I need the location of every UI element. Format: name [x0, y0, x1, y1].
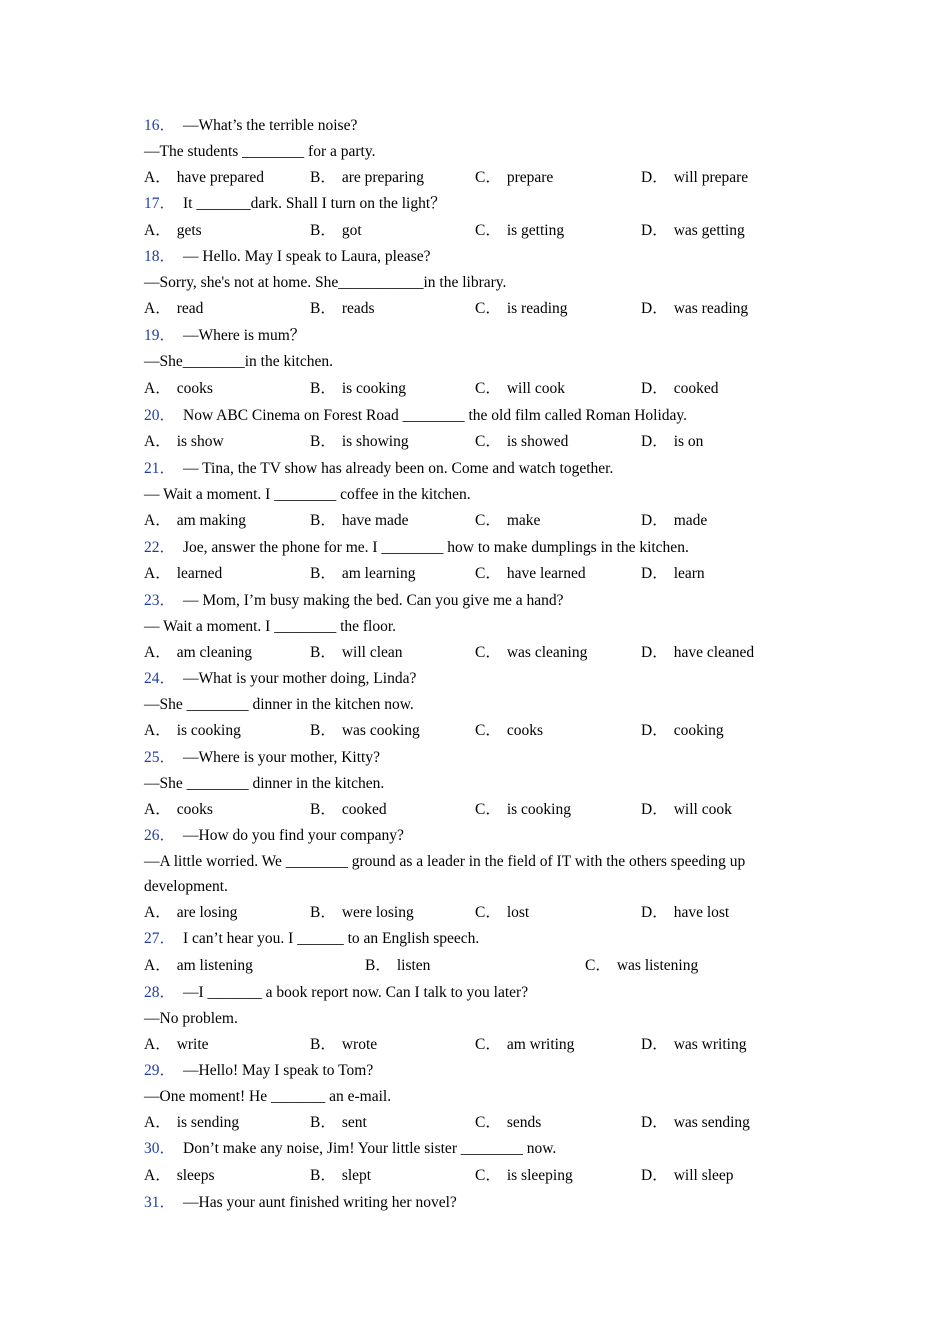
question-dialogue-line [144, 270, 804, 296]
number-separator: ． [159, 407, 176, 424]
option-label: C． [475, 1114, 501, 1131]
question-dialogue-line [144, 1006, 804, 1032]
option-choice[interactable] [641, 1110, 750, 1136]
number-separator: ． [159, 327, 176, 344]
question-dialogue-line [144, 482, 804, 508]
option-choice[interactable] [641, 900, 729, 926]
option-label: A． [144, 380, 171, 397]
option-text: will clean [341, 644, 403, 661]
option-label: A． [144, 957, 171, 974]
option-text: is cooking [176, 722, 241, 739]
option-choice[interactable] [475, 718, 543, 744]
number-separator: ． [159, 539, 176, 556]
option-text: was getting [673, 222, 745, 239]
question-stem [144, 666, 804, 692]
option-label: C． [475, 904, 501, 921]
option-label: C． [475, 169, 501, 186]
option-label: B． [310, 904, 336, 921]
option-label: D． [641, 904, 668, 921]
option-text: is on [673, 433, 704, 450]
question-stem [144, 588, 804, 614]
option-label: D． [641, 1167, 668, 1184]
number-separator: ． [159, 827, 176, 844]
option-text: will prepare [673, 169, 749, 186]
question-text: It _______dark. Shall I turn on the light？ [183, 195, 446, 212]
option-text: will sleep [673, 1167, 734, 1184]
question-dialogue-line [144, 692, 804, 718]
question-text: — Wait a moment. I ________ coffee in the kitchen. [144, 486, 471, 503]
option-label: B． [310, 1167, 336, 1184]
option-choice[interactable] [475, 1110, 541, 1136]
option-label: C． [475, 512, 501, 529]
question-number: 22 [144, 539, 160, 556]
option-label: A． [144, 169, 171, 186]
option-choice[interactable] [310, 797, 387, 823]
option-choice[interactable] [144, 218, 202, 244]
option-label: A． [144, 433, 171, 450]
option-text: was sending [673, 1114, 750, 1131]
question-text: —I _______ a book report now. Can I talk to you later? [183, 984, 529, 1001]
question-dialogue-line [144, 614, 804, 640]
option-choice[interactable] [641, 296, 748, 322]
option-text: write [176, 1036, 209, 1053]
option-label: D． [641, 512, 668, 529]
option-choice[interactable] [144, 429, 224, 455]
question-text: —One moment! He _______ an e-mail. [144, 1088, 392, 1105]
option-choice[interactable] [641, 165, 748, 191]
option-label: A． [144, 1167, 171, 1184]
option-choice[interactable] [475, 1032, 574, 1058]
option-text: have prepared [176, 169, 265, 186]
question-text: —Hello! May I speak to Tom? [183, 1062, 374, 1079]
question-text: —Sorry, she's not at home. She___________in the library. [144, 274, 507, 291]
option-text: have made [341, 512, 409, 529]
option-choice[interactable] [475, 296, 568, 322]
option-label: D． [641, 1114, 668, 1131]
option-label: C． [475, 222, 501, 239]
question-text: —She ________ dinner in the kitchen. [144, 775, 385, 792]
option-label: A． [144, 300, 171, 317]
option-choice[interactable] [475, 561, 586, 587]
option-text: have learned [506, 565, 586, 582]
option-text: is cooking [341, 380, 406, 397]
option-text: am learning [341, 565, 416, 582]
option-choice[interactable] [641, 376, 718, 402]
option-label: D． [641, 565, 668, 582]
question-text: —What’s the terrible noise? [183, 117, 358, 134]
option-label: A． [144, 644, 171, 661]
question-stem [144, 1190, 804, 1216]
option-choice[interactable] [641, 797, 732, 823]
option-label: B． [365, 957, 391, 974]
option-choice[interactable] [475, 900, 529, 926]
option-text: sleeps [176, 1167, 215, 1184]
question-text: —What is your mother doing, Linda? [183, 670, 417, 687]
option-text: am making [176, 512, 247, 529]
question-number: 21 [144, 460, 160, 477]
option-text: am cleaning [176, 644, 253, 661]
question-number: 20 [144, 407, 160, 424]
option-label: B． [310, 169, 336, 186]
option-choice[interactable] [585, 953, 698, 979]
option-label: B． [310, 512, 336, 529]
question-stem [144, 1136, 804, 1162]
question-number: 29 [144, 1062, 160, 1079]
option-label: D． [641, 380, 668, 397]
option-label: B． [310, 801, 336, 818]
question-number: 16 [144, 117, 160, 134]
option-label: B． [310, 644, 336, 661]
option-choice[interactable] [475, 640, 587, 666]
question-text: —Where is mum？ [183, 327, 306, 344]
option-choice[interactable] [641, 561, 705, 587]
option-text: is sending [176, 1114, 240, 1131]
option-choice[interactable] [310, 561, 415, 587]
question-number: 17 [144, 195, 160, 212]
option-text: reads [341, 300, 375, 317]
option-choice[interactable] [641, 718, 724, 744]
option-label: D． [641, 1036, 668, 1053]
option-text: cooks [176, 380, 213, 397]
option-label: B． [310, 1114, 336, 1131]
option-text: is showed [506, 433, 569, 450]
question-text: —She ________ dinner in the kitchen now. [144, 696, 414, 713]
option-choice[interactable] [475, 218, 564, 244]
option-label: A． [144, 801, 171, 818]
number-separator: ． [159, 1140, 176, 1157]
question-stem [144, 323, 804, 349]
option-label: C． [475, 1167, 501, 1184]
option-text: am writing [506, 1036, 575, 1053]
option-text: gets [176, 222, 202, 239]
option-choice[interactable] [475, 429, 568, 455]
option-choice[interactable] [310, 165, 424, 191]
option-text: am listening [176, 957, 253, 974]
number-separator: ． [159, 670, 176, 687]
option-text: will cook [506, 380, 565, 397]
option-label: B． [310, 565, 336, 582]
option-choice[interactable] [144, 718, 241, 744]
option-choice[interactable] [310, 429, 409, 455]
question-stem [144, 1058, 804, 1084]
question-number: 28 [144, 984, 160, 1001]
option-label: C． [475, 433, 501, 450]
question-text: Don’t make any noise, Jim! Your little sister ________ now. [183, 1140, 557, 1157]
number-separator: ． [159, 195, 176, 212]
option-choice[interactable] [144, 508, 246, 534]
option-choice[interactable] [310, 640, 403, 666]
option-choice[interactable] [641, 640, 754, 666]
option-choice[interactable] [144, 953, 253, 979]
option-text: read [176, 300, 204, 317]
option-text: is cooking [506, 801, 571, 818]
option-choice[interactable] [475, 165, 553, 191]
question-text: —Has your aunt finished writing her novel? [183, 1194, 457, 1211]
option-text: is show [176, 433, 224, 450]
question-stem [144, 980, 804, 1006]
option-choice[interactable] [310, 508, 409, 534]
option-label: A． [144, 512, 171, 529]
question-text: —Where is your mother, Kitty? [183, 749, 380, 766]
question-text: — Mom, I’m busy making the bed. Can you give me a hand? [183, 592, 564, 609]
option-label: C． [475, 801, 501, 818]
question-stem [144, 403, 804, 429]
question-dialogue-line [144, 1084, 804, 1110]
option-choice[interactable] [144, 376, 213, 402]
option-choice[interactable] [144, 1163, 215, 1189]
question-number: 19 [144, 327, 160, 344]
question-stem [144, 926, 804, 952]
option-label: B． [310, 380, 336, 397]
option-text: wrote [341, 1036, 378, 1053]
option-label: D． [641, 644, 668, 661]
option-label: A． [144, 222, 171, 239]
option-text: was listening [616, 957, 699, 974]
option-choice[interactable] [144, 296, 203, 322]
option-text: is getting [506, 222, 565, 239]
option-text: have cleaned [673, 644, 755, 661]
option-label: D． [641, 300, 668, 317]
option-choice[interactable] [144, 1110, 239, 1136]
option-label: C． [475, 380, 501, 397]
question-text: Now ABC Cinema on Forest Road ________ the old film called Roman Holiday. [183, 407, 688, 424]
option-choice[interactable] [475, 1163, 573, 1189]
option-text: learned [176, 565, 223, 582]
option-label: C． [475, 1036, 501, 1053]
option-label: A． [144, 904, 171, 921]
question-dialogue-line [144, 771, 804, 797]
option-choice[interactable] [641, 1032, 746, 1058]
option-text: listen [396, 957, 431, 974]
option-choice[interactable] [310, 1110, 367, 1136]
option-text: lost [506, 904, 530, 921]
option-label: A． [144, 722, 171, 739]
option-choice[interactable] [475, 797, 571, 823]
question-stem [144, 244, 804, 270]
number-separator: ． [159, 592, 176, 609]
question-text: —No problem. [144, 1010, 238, 1027]
option-label: B． [310, 433, 336, 450]
option-choice[interactable] [144, 640, 252, 666]
option-text: were losing [341, 904, 414, 921]
option-choice[interactable] [475, 508, 540, 534]
question-number: 23 [144, 592, 160, 609]
question-stem [144, 191, 804, 217]
option-text: learn [673, 565, 705, 582]
option-text: sends [506, 1114, 542, 1131]
option-choice[interactable] [641, 508, 707, 534]
option-choice[interactable] [310, 900, 414, 926]
option-text: is sleeping [506, 1167, 573, 1184]
option-text: will cook [673, 801, 732, 818]
question-number: 18 [144, 248, 160, 265]
question-stem [144, 535, 804, 561]
option-text: make [506, 512, 541, 529]
option-text: are losing [176, 904, 238, 921]
option-choice[interactable] [641, 218, 745, 244]
question-dialogue-line [144, 139, 804, 165]
question-dialogue-line [144, 349, 804, 375]
option-text: was writing [673, 1036, 747, 1053]
option-text: sent [341, 1114, 367, 1131]
question-text: —She________in the kitchen. [144, 353, 333, 370]
option-text: was cleaning [506, 644, 588, 661]
number-separator: ． [159, 460, 176, 477]
question-text: —A little worried. We ________ ground as a leader in the field of IT with the others speeding up development. [144, 853, 746, 895]
option-label: C． [475, 722, 501, 739]
option-choice[interactable] [310, 296, 375, 322]
number-separator: ． [159, 117, 176, 134]
option-label: A． [144, 1036, 171, 1053]
option-label: D． [641, 722, 668, 739]
question-text: — Wait a moment. I ________ the floor. [144, 618, 397, 635]
option-label: D． [641, 222, 668, 239]
option-choice[interactable] [144, 165, 264, 191]
question-dialogue-line [144, 849, 804, 899]
option-choice[interactable] [310, 376, 406, 402]
option-label: C． [475, 300, 501, 317]
option-label: C． [475, 565, 501, 582]
question-stem [144, 823, 804, 849]
option-choice[interactable] [144, 561, 222, 587]
option-label: B． [310, 300, 336, 317]
question-number: 27 [144, 930, 160, 947]
question-text: —How do you find your company? [183, 827, 404, 844]
option-text: cooking [673, 722, 724, 739]
option-label: D． [641, 169, 668, 186]
option-label: C． [585, 957, 611, 974]
question-number: 30 [144, 1140, 160, 1157]
option-label: B． [310, 222, 336, 239]
question-number: 24 [144, 670, 160, 687]
option-label: A． [144, 565, 171, 582]
option-text: is showing [341, 433, 409, 450]
option-choice[interactable] [641, 429, 703, 455]
option-text: slept [341, 1167, 372, 1184]
option-choice[interactable] [365, 953, 430, 979]
option-text: cooked [673, 380, 719, 397]
question-number: 25 [144, 749, 160, 766]
option-choice[interactable] [144, 1032, 209, 1058]
question-text: —The students ________ for a party. [144, 143, 376, 160]
option-label: A． [144, 1114, 171, 1131]
option-text: got [341, 222, 362, 239]
option-choice[interactable] [641, 1163, 734, 1189]
question-number: 31 [144, 1194, 160, 1211]
option-text: have lost [673, 904, 730, 921]
question-stem [144, 745, 804, 771]
number-separator: ． [159, 1062, 176, 1079]
option-text: cooks [176, 801, 213, 818]
option-text: cooked [341, 801, 387, 818]
option-choice[interactable] [310, 718, 420, 744]
question-stem [144, 113, 804, 139]
option-choice[interactable] [310, 218, 362, 244]
option-text: cooks [506, 722, 544, 739]
option-label: B． [310, 722, 336, 739]
option-label: B． [310, 1036, 336, 1053]
number-separator: ． [159, 984, 176, 1001]
option-choice[interactable] [310, 1032, 377, 1058]
number-separator: ． [159, 749, 176, 766]
option-choice[interactable] [475, 376, 565, 402]
option-text: are preparing [341, 169, 425, 186]
option-choice[interactable] [310, 1163, 371, 1189]
option-text: was reading [673, 300, 749, 317]
option-text: made [673, 512, 708, 529]
question-text: Joe, answer the phone for me. I ________ how to make dumplings in the kitchen. [183, 539, 689, 556]
question-text: I can’t hear you. I ______ to an English speech. [183, 930, 480, 947]
option-label: D． [641, 801, 668, 818]
option-text: was cooking [341, 722, 420, 739]
number-separator: ． [159, 248, 176, 265]
option-text: prepare [506, 169, 554, 186]
option-label: D． [641, 433, 668, 450]
number-separator: ． [159, 1194, 176, 1211]
option-choice[interactable] [144, 900, 237, 926]
question-stem [144, 456, 804, 482]
option-choice[interactable] [144, 797, 213, 823]
question-text: — Hello. May I speak to Laura, please? [183, 248, 431, 265]
option-label: C． [475, 644, 501, 661]
question-number: 26 [144, 827, 160, 844]
question-text: — Tina, the TV show has already been on. Come and watch together. [183, 460, 614, 477]
option-text: is reading [506, 300, 568, 317]
number-separator: ． [159, 930, 176, 947]
